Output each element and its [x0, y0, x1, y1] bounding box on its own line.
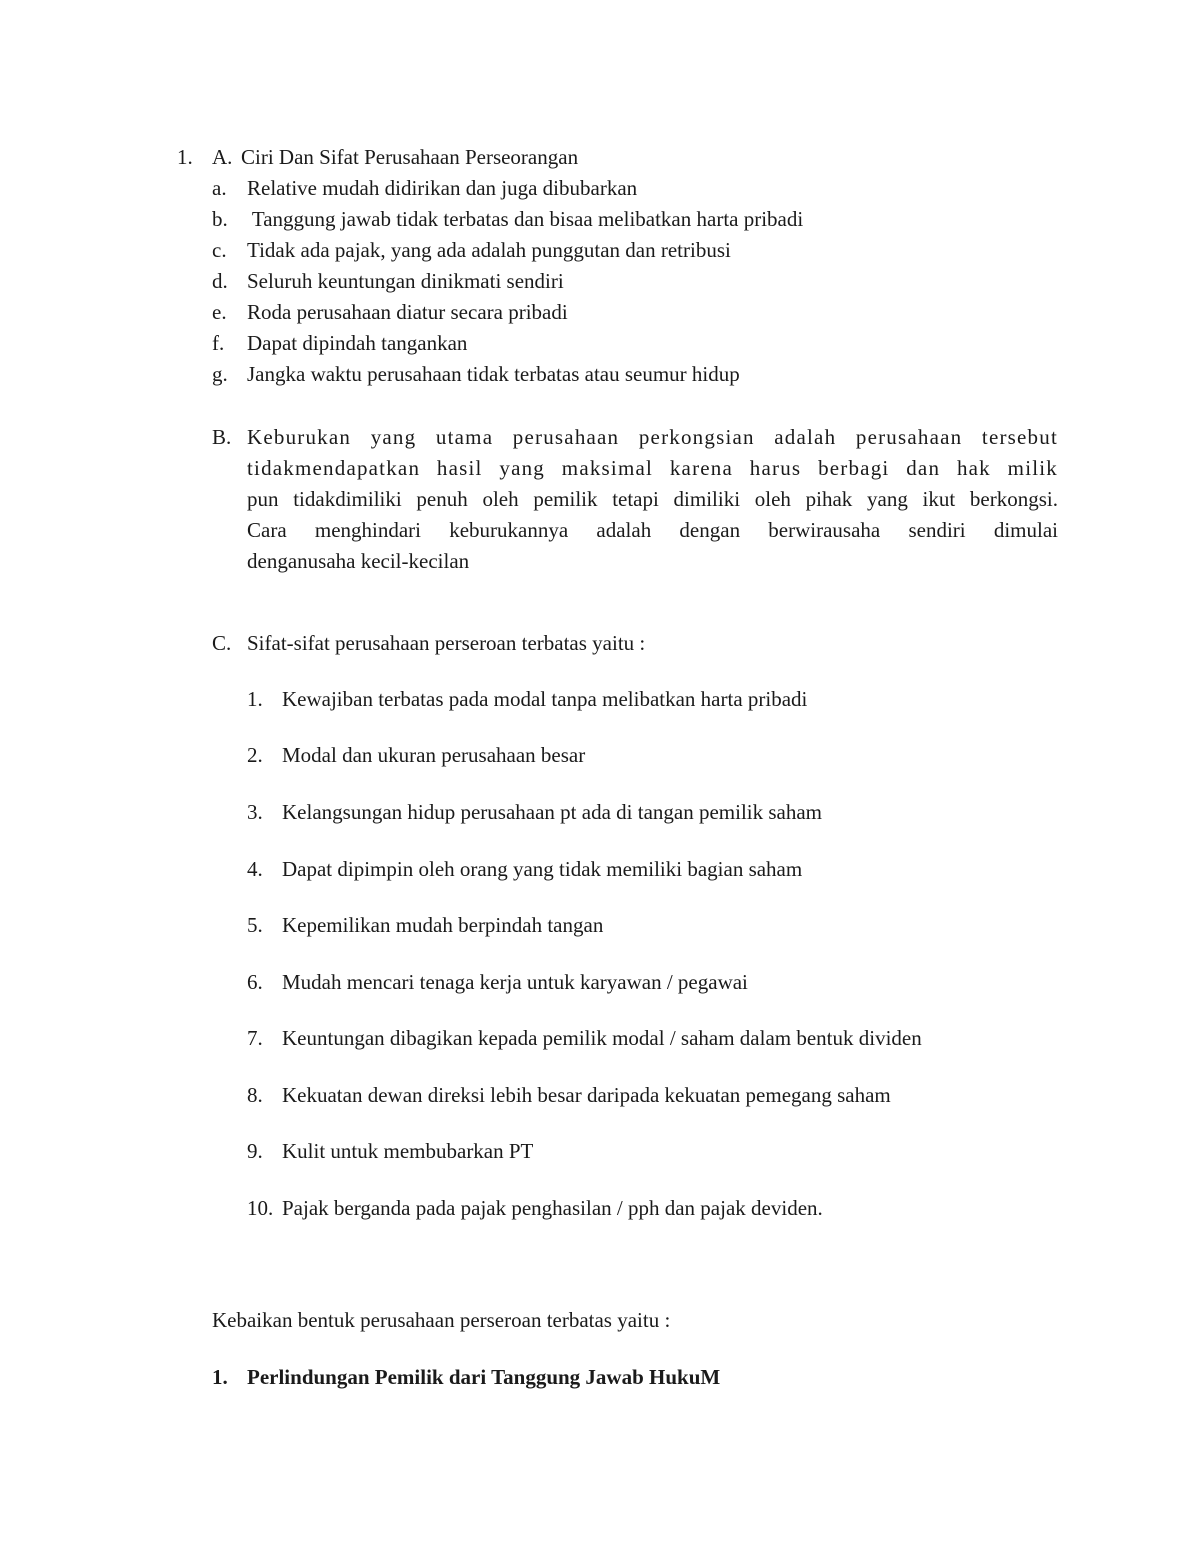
- list-item: Perlindungan Pemilik dari Tanggung Jawab HukuM: [247, 1365, 721, 1389]
- list-item: Relative mudah didirikan dan juga dibubarkan: [247, 176, 638, 200]
- section-b-paragraph: [247, 422, 1058, 577]
- list-number: 1.: [247, 687, 263, 711]
- list-item: Mudah mencari tenaga kerja untuk karyawan / pegawai: [282, 970, 748, 994]
- list-marker: c.: [212, 238, 227, 262]
- section-heading: Sifat-sifat perusahaan perseroan terbatas yaitu :: [247, 631, 646, 655]
- list-item: Pajak berganda pada pajak penghasilan / pph dan pajak deviden.: [282, 1196, 823, 1220]
- section-marker: C.: [212, 631, 232, 655]
- list-number: 6.: [247, 970, 263, 994]
- list-number: 7.: [247, 1026, 263, 1050]
- list-marker: b.: [212, 207, 228, 231]
- list-number: 10.: [247, 1196, 274, 1220]
- list-item: Kelangsungan hidup perusahaan pt ada di tangan pemilik saham: [282, 800, 823, 824]
- section-marker: A.: [212, 145, 233, 169]
- paragraph-line: Keburukan yang utama perusahaan perkongsian adalah perusahaan tersebut: [247, 425, 1058, 449]
- list-number: 4.: [247, 857, 263, 881]
- list-item: Dapat dipindah tangankan: [247, 331, 468, 355]
- section-heading: Kebaikan bentuk perusahaan perseroan terbatas yaitu :: [212, 1308, 671, 1332]
- list-number: 8.: [247, 1083, 263, 1107]
- list-item: Tidak ada pajak, yang ada adalah punggutan dan retribusi: [247, 238, 731, 262]
- list-item: Kepemilikan mudah berpindah tangan: [282, 913, 604, 937]
- list-number: 1.: [177, 145, 193, 169]
- paragraph-line: pun tidakdimiliki penuh oleh pemilik tetapi dimiliki oleh pihak yang ikut berkongsi.: [247, 487, 1058, 511]
- list-item: Modal dan ukuran perusahaan besar: [282, 743, 586, 767]
- list-item: Kulit untuk membubarkan PT: [282, 1139, 534, 1163]
- list-number: 5.: [247, 913, 263, 937]
- list-number: 9.: [247, 1139, 263, 1163]
- list-marker: f.: [212, 331, 225, 355]
- list-item: Kekuatan dewan direksi lebih besar daripada kekuatan pemegang saham: [282, 1083, 891, 1107]
- section-heading: Ciri Dan Sifat Perusahaan Perseorangan: [241, 145, 579, 169]
- list-marker: a.: [212, 176, 227, 200]
- list-item: Tanggung jawab tidak terbatas dan bisaa melibatkan harta pribadi: [247, 207, 804, 231]
- list-number: 1.: [212, 1365, 228, 1389]
- list-item: Roda perusahaan diatur secara pribadi: [247, 300, 568, 324]
- list-marker: e.: [212, 300, 227, 324]
- list-number: 3.: [247, 800, 263, 824]
- paragraph-line: Cara menghindari keburukannya adalah dengan berwirausaha sendiri dimulai: [247, 518, 1058, 542]
- list-item: Seluruh keuntungan dinikmati sendiri: [247, 269, 564, 293]
- section-marker: B.: [212, 425, 232, 449]
- list-marker: g.: [212, 362, 228, 386]
- list-marker: d.: [212, 269, 228, 293]
- list-item: Jangka waktu perusahaan tidak terbatas atau seumur hidup: [247, 362, 740, 386]
- list-item: Kewajiban terbatas pada modal tanpa melibatkan harta pribadi: [282, 687, 808, 711]
- list-number: 2.: [247, 743, 263, 767]
- list-item: Dapat dipimpin oleh orang yang tidak memiliki bagian saham: [282, 857, 803, 881]
- paragraph-line: denganusaha kecil-kecilan: [247, 549, 470, 573]
- list-item: Keuntungan dibagikan kepada pemilik modal / saham dalam bentuk dividen: [282, 1026, 922, 1050]
- paragraph-line: tidakmendapatkan hasil yang maksimal karena harus berbagi dan hak milik: [247, 456, 1058, 480]
